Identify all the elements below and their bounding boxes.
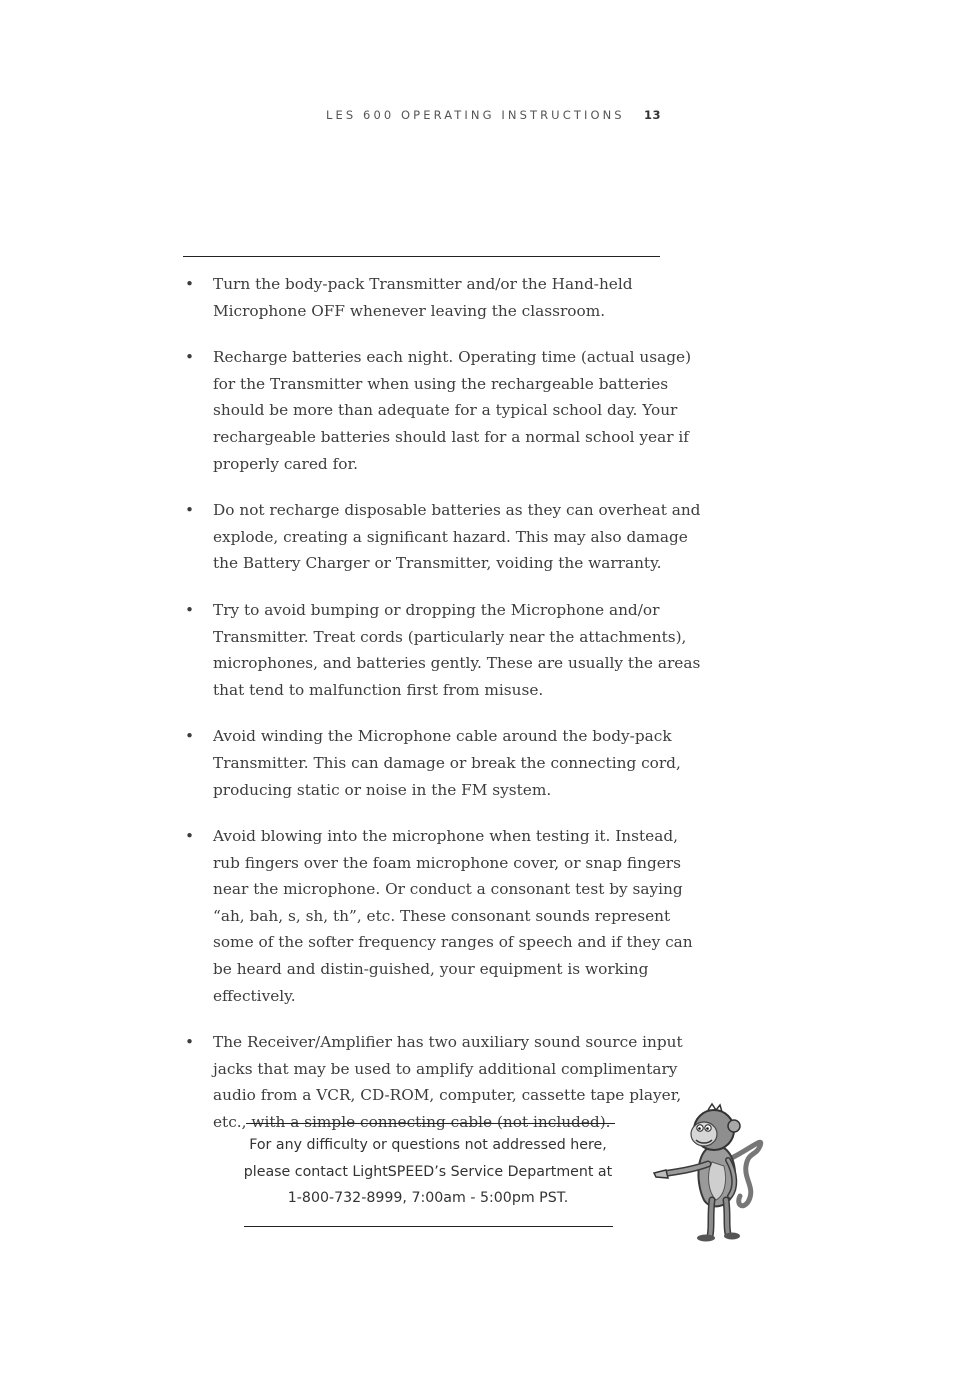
- bullet-icon: •: [185, 600, 195, 619]
- list-item: [182, 1029, 702, 1135]
- notice-top-divider: [246, 1123, 615, 1124]
- running-head: [326, 108, 666, 128]
- bullet-icon: •: [185, 727, 195, 746]
- list-item-text: Recharge batteries each night. Operating time (actual usage) for the Transmitter when using the rechargeable batteries should be more than adequate for a typical school day. Your rechargeable batteries should last for a normal school year if properly cared for.: [213, 348, 692, 473]
- list-item-text: Avoid blowing into the microphone when testing it. Instead, rub fingers over the foam microphone cover, or snap fingers near the microphone. Or conduct a consonant test by saying “ah, bah, s, sh, th”, etc. These consonant sounds represent some of the softer frequency ranges of speech and if they can be heard and distin-guished, your equipment is working effectively.: [213, 827, 693, 1005]
- notice-line: For any difficulty or questions not addressed here,: [249, 1137, 607, 1153]
- pointing-monkey-icon: [652, 1100, 766, 1242]
- top-divider: [183, 256, 660, 257]
- notice-bottom-divider: [244, 1226, 613, 1227]
- list-item: [182, 597, 702, 703]
- document-title: LES 600 OPERATING INSTRUCTIONS: [326, 108, 625, 122]
- notice-line: please contact LightSPEED’s Service Department at: [243, 1163, 613, 1180]
- list-item-text: Try to avoid bumping or dropping the Microphone and/or Transmitter. Treat cords (particularly near the attachments), microphones, and batteries gently. These are usually the areas that tend to malfunction first from misuse.: [213, 600, 701, 699]
- bullet-icon: •: [185, 275, 195, 293]
- bullet-icon: •: [185, 348, 195, 367]
- bullet-icon: •: [185, 827, 195, 846]
- list-item-text: Do not recharge disposable batteries as they can overheat and explode, creating a significant hazard. This may also damage the Battery Charger or Transmitter, voiding the warranty.: [213, 501, 701, 573]
- list-item-text: Turn the body-pack Transmitter and/or the Hand-held Microphone OFF whenever leaving the classroom.: [213, 275, 633, 320]
- list-item: [182, 823, 702, 1009]
- notice-line: 1-800-732-8999, 7:00am - 5:00pm PST.: [287, 1190, 569, 1206]
- bullet-icon: •: [185, 501, 195, 520]
- page-number: 13: [644, 108, 662, 122]
- list-item-text: Avoid winding the Microphone cable around the body-pack Transmitter. This can damage or break the connecting cord, producing static or noise in the FM system.: [213, 727, 681, 799]
- care-tips-list: [182, 271, 702, 1156]
- list-item: [182, 271, 702, 324]
- list-item: [182, 344, 702, 477]
- service-contact-notice: [240, 1123, 616, 1229]
- list-item-text: The Receiver/Amplifier has two auxiliary sound source input jacks that may be used to amplify additional complimentary audio from a VCR, CD-ROM, computer, cassette tape player, etc., with a simple connecting cable (not included).: [213, 1033, 683, 1132]
- list-item: [182, 497, 702, 577]
- list-item: [182, 723, 702, 803]
- bullet-icon: •: [185, 1033, 195, 1052]
- notice-text: [240, 1132, 616, 1212]
